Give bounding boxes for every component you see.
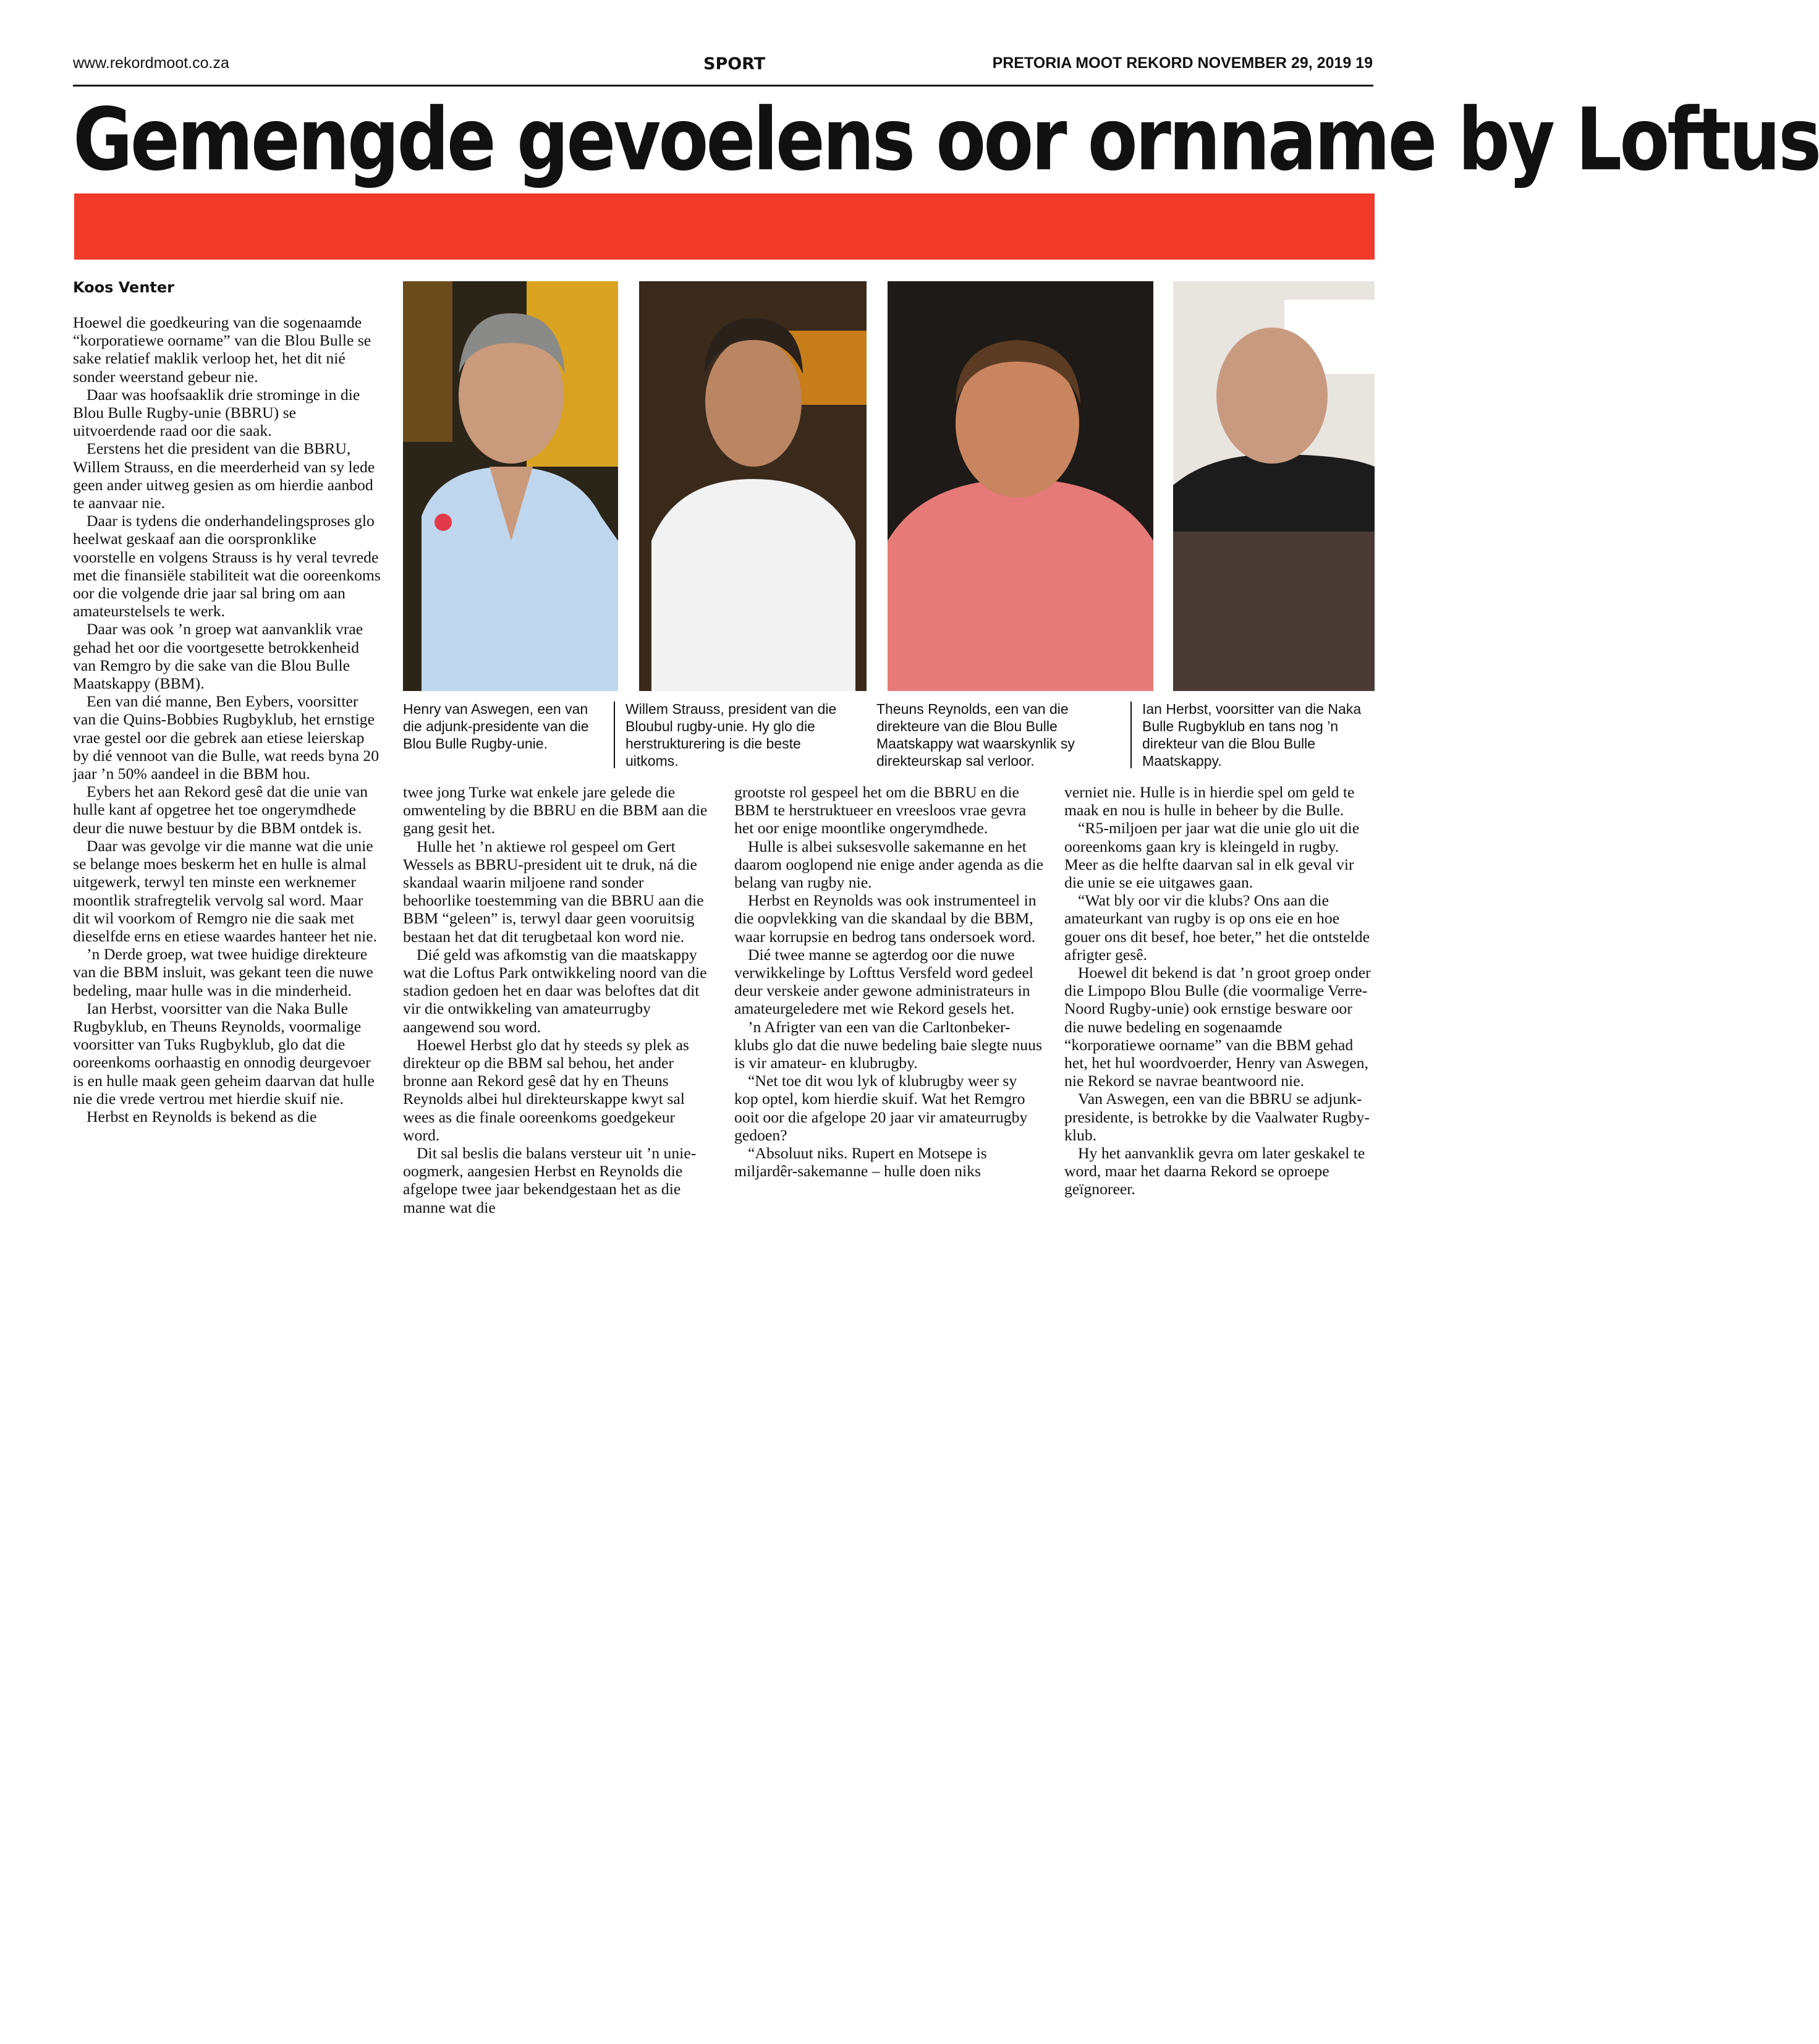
article-paragraph: ’n Afrigter van een van die Carltonbeker-klubs glo dat die nuwe bedeling baie slegte nuus is vir amateur- en klubrugby. [734,1017,1042,1072]
article-paragraph: Hulle is albei suksesvolle sakemanne en het daarom ooglopend nie enige ander agenda as die belang van rugby nie. [734,837,1043,892]
article-paragraph: Eerstens het die president van die BBRU, Willem Strauss, en die meerderheid van sy lede geen ander uitweg gesien as om hierdie aanbod te aanvaar nie. [73,439,375,512]
article-paragraph: Herbst en Reynolds is bekend as die [87,1107,317,1126]
article-paragraph: “R5-miljoen per jaar wat die unie glo uit die ooreenkoms gaan kry is kleingeld in rugby. Meer as die helfte daarvan sal in elk geval vir die unie se eie uitgawes gaan. [1064,819,1360,892]
headline: Gemengde gevoelens oor ornname by Loftus [73,89,1819,190]
header-rule [73,85,1373,87]
henry-van-aswegen-photo [403,281,618,691]
article-paragraph: Hoewel dit bekend is dat ’n groot groep onder die Limpopo Blou Bulle (die voormalige Verre-Noord Rugby-unie) ook ernstige besware oor die nuwe bedeling en sogenaamde “korporatiewe oorname” van die BBM gehad het, het hul woordvoerder, Henry van Aswegen, nie Rekord se navrae beantwoord nie. [1064,964,1371,1090]
caption-divider [614,702,615,768]
portrait-ian-icon [1173,281,1375,691]
caption-divider [1130,702,1132,768]
article-paragraph: Hy het aanvanklik gevra om later geskakel te word, maar het daarna Rekord se oproepe geïgnoreer. [1064,1144,1365,1198]
article-paragraph: Herbst en Reynolds was ook instrumenteel in die oopvlekking van die skandaal by die BBM, waar korrupsie en bedrog tans ondersoek word. [734,891,1037,946]
article-paragraph: Eybers het aan Rekord gesê dat die unie van hulle kant af opgetree het toe ongerymdhede deur die nuwe bestuur by die BBM ontdek is. [73,782,368,837]
article-paragraph: Daar is tydens die onderhandelingsproses glo heelwat geskaaf aan die oorspronklike voorstelle en volgens Strauss is hy veral tevrede met die finansiële stabiliteit wat die ooreenkoms oor die volgende drie jaar sal bring om aan amateurstelsels te werk. [73,512,381,621]
article-column-1 [73,313,382,1126]
article-column-2 [403,783,712,1216]
article-paragraph: “Wat bly oor vir die klubs? Ons aan die amateurkant van rugby is op ons eie en hoe gouer ons dit besef, hoe beter,” het die ontstelde afrigter gesê. [1064,891,1370,964]
site-url: www.rekordmoot.co.za [73,54,229,72]
portrait-theuns-icon [888,281,1153,691]
article-paragraph: Van Aswegen, een van die BBRU se adjunk-presidente, is betrokke by die Vaalwater Rugby-klub. [1064,1090,1370,1144]
caption-henry: Henry van Aswegen, een van die adjunk-presidente van die Blou Bulle Rugby-unie. [403,701,589,752]
article-paragraph: Daar was ook ’n groep wat aanvanklik vrae gehad het oor die voortgesette betrokkenheid van Remgro by die sake van die Blou Bulle Maatskappy (BBM). [73,620,363,693]
theuns-reynolds-photo [888,281,1153,691]
caption-ian: Ian Herbst, voorsitter van die Naka Bulle Rugbyklub en tans nog ’n direkteur van die Blou Bulle Maatskappy. [1142,701,1362,769]
article-paragraph: Dié twee manne se agterdog oor die nuwe verwikkelinge by Lofttus Versfeld word gedeel deur verskeie ander gewone administrateurs in amateurgeledere met wie Rekord gesels het. [734,945,1033,1018]
article-paragraph: Hoewel Herbst glo dat hy steeds sy plek as direkteur op die BBM sal behou, het ander bronne aan Rekord gesê dat hy en Theuns Reynolds albei hul direkteurskappe kwyt sal wees as die finale ooreenkoms goedgekeur word. [403,1035,689,1144]
accent-bar [74,193,1375,260]
article-paragraph: ’n Derde groep, wat twee huidige direkteure van die BBM insluit, was gekant teen die nuwe bedeling, maar hulle was in die minderheid. [73,945,373,999]
article-paragraph: Daar was gevolge vir die manne wat die unie se belange moes beskerm het en hulle is almal uitgewerk, terwyl ten minste een werknemer moontlik strafregtelik vervolg sal word. Maar dit wil voorkom of Remgro nie die saak met dieselfde erns en etiese waardes hanteer het nie. [73,836,378,945]
section-label: SPORT [703,54,766,74]
article-paragraph: Hulle het ’n aktiewe rol gespeel om Gert Wessels as BBRU-president uit te druk, ná die skandaal waarin miljoene rand sonder behoorlike toestemming van die BBRU aan die BBM “geleen” is, terwyl daar geen vooruitsig bestaan het dat dit terugbetaal kon word nie. [403,837,704,946]
ian-herbst-photo [1173,281,1375,691]
portrait-henry-icon [403,281,618,691]
article-paragraph: Dit sal beslis die balans versteur uit ’n unie-oogmerk, aangesien Herbst en Reynolds die afgelope twee jaar bekendgestaan het as die manne wat die [403,1144,697,1216]
article-paragraph: Hoewel die goedkeuring van die sogenaamde “korporatiewe oorname” van die Blou Bulle se sake relatief maklik verloop het, het dit nié sonder weerstand gebeur nie. [73,313,371,386]
article-paragraph: Daar was hoofsaaklik drie strominge in die Blou Bulle Rugby-unie (BBRU) se uitvoerdende raad oor die saak. [73,385,360,440]
willem-strauss-photo [639,281,867,691]
portrait-willem-icon [639,281,867,691]
article-paragraph: grootste rol gespeel het om die BBRU en die BBM te herstruktueer en vreesloos vrae gevra het oor enige moontlike ongerymdhede. [734,783,1027,838]
article-paragraph: twee jong Turke wat enkele jare gelede die omwenteling by die BBRU en die BBM aan die gang gesit het. [403,783,708,838]
article-paragraph: verniet nie. Hulle is in hierdie spel om geld te maak en nou is hulle in beheer by die Bulle. [1064,783,1355,820]
caption-willem: Willem Strauss, president van die Bloubul rugby-unie. Hy glo die herstrukturering is die beste uitkoms. [625,701,837,769]
article-column-4 [1064,783,1373,1198]
article-paragraph: “Net toe dit wou lyk of klubrugby weer sy kop optel, kom hierdie skuif. Wat het Remgro ooit oor die afgelope 20 jaar vir amateurrugby gedoen? [734,1072,1028,1144]
article-paragraph: “Absoluut niks. Rupert en Motsepe is miljardêr-sakemanne – hulle doen niks [734,1144,987,1181]
caption-theuns: Theuns Reynolds, een van die direkteure van die Blou Bulle Maatskappy wat waarskynlik sy direkteurskap sal verloor. [876,701,1075,769]
article-column-3 [734,783,1043,1180]
article-paragraph: Een van dié manne, Ben Eybers, voorsitter van die Quins-Bobbies Rugbyklub, het ernstige vrae gestel oor die gebrek aan etiese leierskap by dié vennoot van die Bulle, wat reeds byna 20 jaar ’n 50% aandeel in die BBM hou. [73,692,379,783]
article-paragraph: Ian Herbst, voorsitter van die Naka Bulle Rugbyklub, en Theuns Reynolds, voormalige voorsitter van Tuks Rugbyklub, glo dat die ooreenkoms oorhaastig en onnodig deurgevoer is en hulle maak geen geheim daarvan dat hulle nie die vrede vertrou met hierdie skuif nie. [73,999,375,1108]
byline: Koos Venter [73,279,175,296]
publication-dateline: PRETORIA MOOT REKORD NOVEMBER 29, 2019 19 [992,54,1373,72]
article-paragraph: Dié geld was afkomstig van die maatskappy wat die Loftus Park ontwikkeling noord van die stadion gedoen het en daar was beloftes dat dit vir die ontwikkeling van amateurrugby aangewend sou word. [403,945,707,1036]
